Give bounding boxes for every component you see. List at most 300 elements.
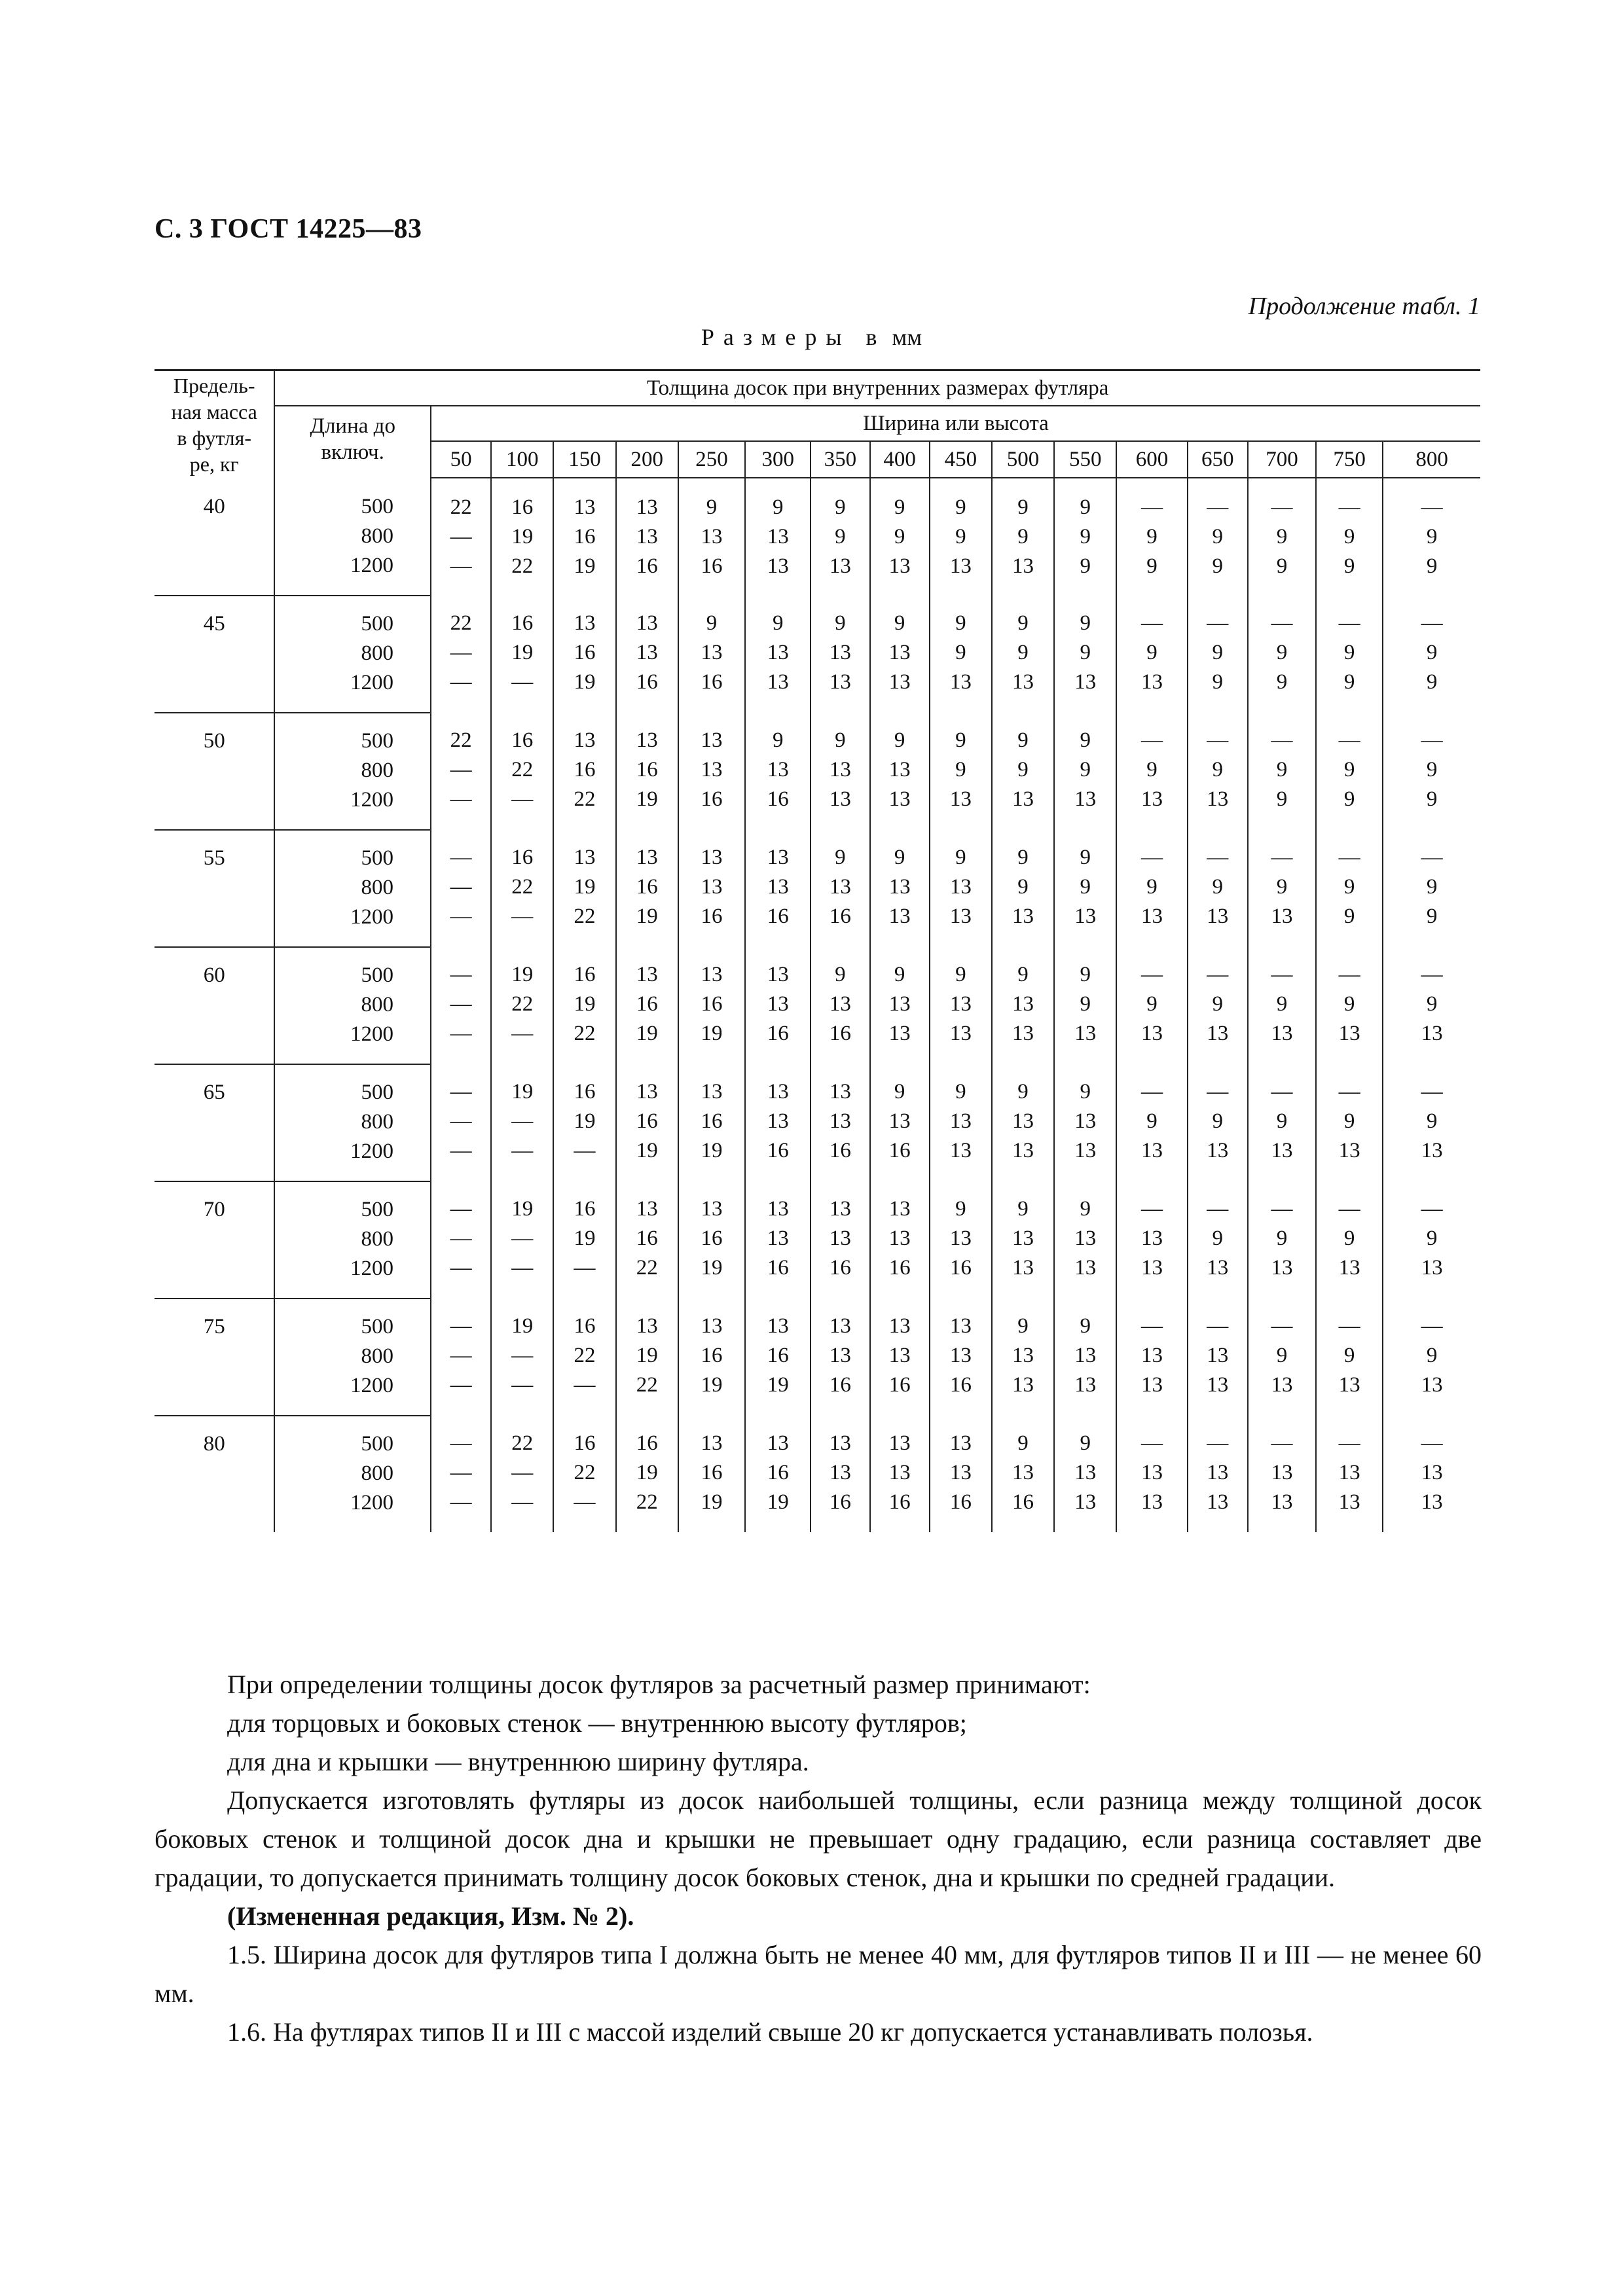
thickness-value: —	[1207, 846, 1229, 869]
thickness-value: 13	[701, 728, 723, 752]
thickness-value: 13	[1141, 1227, 1163, 1250]
thickness-value: 9	[955, 611, 966, 635]
thickness-cell	[992, 1299, 1054, 1416]
thickness-value: 9	[894, 963, 905, 986]
thickness-value: —	[450, 1256, 472, 1280]
thickness-cell	[491, 1299, 553, 1416]
thickness-value: 13	[1012, 905, 1034, 928]
thickness-value: 9	[955, 1197, 966, 1221]
thickness-value: 13	[1421, 1461, 1443, 1484]
thickness-value: 13	[574, 495, 596, 519]
thickness-cell	[678, 947, 745, 1064]
thickness-cell	[616, 947, 678, 1064]
thickness-value: 16	[829, 905, 851, 928]
thickness-value: —	[1338, 963, 1360, 986]
paragraph-1-5: 1.5. Ширина досок для футляров типа I должна быть не менее 40 мм, для футляров типов II и III — не менее 60 мм.	[155, 1940, 1482, 2008]
length-cell	[274, 1416, 431, 1532]
thickness-value: 16	[1012, 1490, 1034, 1514]
thickness-value: 13	[888, 1197, 911, 1221]
thickness-value: 13	[949, 1227, 972, 1250]
thickness-cell	[870, 478, 930, 596]
thickness-value: 9	[1426, 670, 1438, 694]
thickness-value: —	[511, 1022, 534, 1045]
thickness-value: 13	[829, 875, 851, 899]
thickness-value: 9	[955, 1080, 966, 1103]
thickness-value: 13	[701, 1080, 723, 1103]
thickness-value: 16	[701, 1109, 723, 1133]
length-cell	[274, 830, 431, 947]
thickness-value: 13	[1338, 1490, 1360, 1514]
thickness-value: 13	[829, 1314, 851, 1338]
thickness-value: 22	[511, 758, 534, 781]
thickness-value: —	[450, 846, 472, 869]
thickness-value: 19	[701, 1373, 723, 1397]
thickness-value: 19	[636, 1344, 658, 1367]
thickness-cell	[678, 830, 745, 947]
thickness-value: —	[1207, 1431, 1229, 1455]
thickness-value: 22	[450, 611, 472, 635]
thickness-value: 13	[701, 641, 723, 664]
units-word: Размеры	[701, 324, 851, 350]
thickness-cell	[1054, 947, 1116, 1064]
thickness-value: 9	[1276, 1344, 1288, 1367]
thickness-cell	[431, 1064, 491, 1181]
thickness-value: —	[1207, 611, 1229, 635]
thickness-cell	[992, 1064, 1054, 1181]
thickness-value: 13	[829, 787, 851, 811]
thickness-value: 13	[888, 875, 911, 899]
thickness-cell	[491, 947, 553, 1064]
thickness-cell	[553, 713, 615, 830]
thickness-value: 9	[1017, 611, 1029, 635]
thickness-header: Толщина досок при внутренних размерах футляра	[274, 370, 1480, 406]
thickness-value: 13	[1207, 1490, 1229, 1514]
thickness-value: 9	[1426, 1344, 1438, 1367]
thickness-cell	[1054, 478, 1116, 596]
thickness-value: 13	[767, 1109, 789, 1133]
thickness-cell	[992, 1416, 1054, 1532]
thickness-cell	[678, 1064, 745, 1181]
thickness-cell	[745, 596, 811, 713]
thickness-cell	[431, 1416, 491, 1532]
thickness-cell	[616, 713, 678, 830]
thickness-value: 9	[1343, 525, 1355, 548]
width-header-cell: 100	[491, 441, 553, 478]
thickness-cell	[1383, 1064, 1480, 1181]
thickness-value: 13	[888, 1461, 911, 1484]
thickness-cell	[431, 596, 491, 713]
thickness-value: 13	[1012, 1373, 1034, 1397]
thickness-value: 9	[894, 611, 905, 635]
thickness-value: 9	[1426, 758, 1438, 781]
thickness-cell	[1383, 478, 1480, 596]
thickness-cell	[930, 830, 992, 947]
thickness-value: 13	[829, 758, 851, 781]
thickness-value: 16	[636, 875, 658, 899]
thickness-value: 16	[829, 1373, 851, 1397]
thickness-value: 9	[835, 495, 846, 519]
thickness-value: 13	[1271, 1022, 1293, 1045]
width-header-cell: 500	[992, 441, 1054, 478]
thickness-value: 13	[1207, 1139, 1229, 1162]
thickness-value: —	[450, 1344, 472, 1367]
thickness-value: 9	[894, 728, 905, 752]
length-value: 800	[361, 1110, 393, 1134]
length-value: 500	[361, 1081, 393, 1104]
thickness-value: —	[1421, 1431, 1443, 1455]
width-header-cell: 550	[1054, 441, 1116, 478]
thickness-value: 9	[1146, 554, 1158, 578]
thickness-value: 13	[1421, 1022, 1443, 1045]
thickness-value: 19	[701, 1490, 723, 1514]
thickness-value: 13	[1141, 670, 1163, 694]
thickness-value: 9	[1212, 1109, 1223, 1133]
thickness-cell	[745, 1416, 811, 1532]
thickness-value: 9	[1343, 787, 1355, 811]
length-value: 800	[361, 876, 393, 899]
thickness-cell	[1188, 1181, 1248, 1299]
thickness-cell	[1316, 478, 1383, 596]
thickness-value: 9	[1146, 992, 1158, 1016]
thickness-cell	[1116, 1181, 1187, 1299]
thickness-value: —	[450, 1373, 472, 1397]
width-header-cell: 400	[870, 441, 930, 478]
thickness-value: 9	[1017, 728, 1029, 752]
thickness-value: 13	[949, 554, 972, 578]
thickness-value: 13	[829, 1197, 851, 1221]
length-value: 1200	[350, 1022, 393, 1046]
thickness-value: 13	[888, 1314, 911, 1338]
length-value: 1200	[350, 905, 393, 929]
thickness-cell	[1316, 1181, 1383, 1299]
thickness-value: 9	[1080, 554, 1091, 578]
width-header-cell: 800	[1383, 441, 1480, 478]
thickness-value: 16	[888, 1256, 911, 1280]
thickness-value: 9	[1212, 1227, 1223, 1250]
thickness-value: 9	[1017, 846, 1029, 869]
thickness-value: 13	[1141, 1139, 1163, 1162]
thickness-cell	[930, 713, 992, 830]
thickness-cell	[930, 1064, 992, 1181]
width-header-cell: 350	[811, 441, 869, 478]
thickness-cell	[553, 947, 615, 1064]
thickness-cell	[678, 478, 745, 596]
thickness-cell	[1188, 830, 1248, 947]
thickness-value: 9	[772, 728, 784, 752]
thickness-value: 13	[636, 495, 658, 519]
thickness-value: 19	[574, 992, 596, 1016]
thickness-value: 19	[767, 1373, 789, 1397]
thickness-value: 16	[701, 1461, 723, 1484]
thickness-value: 19	[574, 670, 596, 694]
thickness-value: —	[1338, 846, 1360, 869]
thickness-value: 19	[574, 1109, 596, 1133]
length-value: 1200	[350, 671, 393, 694]
thickness-value: 16	[574, 641, 596, 664]
thickness-value: 16	[636, 1431, 658, 1455]
thickness-value: 13	[1141, 1344, 1163, 1367]
thickness-value: 9	[1080, 1080, 1091, 1103]
length-value: 500	[361, 1432, 393, 1456]
thickness-cell	[930, 1299, 992, 1416]
thickness-value: 19	[636, 787, 658, 811]
thickness-value: —	[450, 1109, 472, 1133]
thickness-value: —	[574, 1490, 596, 1514]
thickness-value: —	[1141, 963, 1163, 986]
thickness-value: —	[1141, 495, 1163, 519]
thickness-value: 13	[888, 992, 911, 1016]
thickness-cell	[1116, 947, 1187, 1064]
thickness-value: 13	[1421, 1256, 1443, 1280]
thickness-cell	[870, 1064, 930, 1181]
thickness-value: 9	[1426, 525, 1438, 548]
paragraph-bottom-lid: для дна и крышки — внутреннюю ширину футляра.	[227, 1747, 809, 1776]
thickness-cell	[553, 1181, 615, 1299]
paragraph-1-6: 1.6. На футлярах типов II и III с массой изделий свыше 20 кг допускается устанавливать полозья.	[227, 2017, 1313, 2047]
thickness-value: 9	[1080, 992, 1091, 1016]
thickness-value: 9	[1212, 641, 1223, 664]
thickness-value: 13	[949, 670, 972, 694]
thickness-value: —	[511, 1373, 534, 1397]
thickness-cell	[1248, 1299, 1316, 1416]
thickness-value: 13	[1012, 1344, 1034, 1367]
width-header-cell: 700	[1248, 441, 1316, 478]
thickness-value: 22	[450, 495, 472, 519]
mass-cell: 55	[155, 830, 274, 947]
thickness-value: 13	[1012, 1461, 1034, 1484]
thickness-value: 13	[829, 641, 851, 664]
length-header-text: Длина до включ.	[310, 414, 395, 464]
thickness-value: 13	[949, 875, 972, 899]
thickness-value: 13	[767, 670, 789, 694]
thickness-value: 9	[1276, 992, 1288, 1016]
length-value: 1200	[350, 1491, 393, 1515]
thickness-value: 13	[888, 787, 911, 811]
thickness-value: 16	[636, 1109, 658, 1133]
thickness-cell	[811, 1064, 869, 1181]
thickness-cell	[1054, 1416, 1116, 1532]
thickness-value: —	[1271, 846, 1293, 869]
paragraph-thickness-allowance: Допускается изготовлять футляры из досок наибольшей толщины, если разница между толщиной досок боковых стенок и толщиной досок дна и крышки не превышает одну градацию, если разница составляет две градации, то допускается принимать толщину досок боковых стенок, дна и крышки по средней градации.	[155, 1785, 1482, 1892]
paragraph-side-walls: для торцовых и боковых стенок — внутреннюю высоту футляров;	[227, 1708, 967, 1738]
thickness-value: 22	[636, 1490, 658, 1514]
thickness-value: 9	[1080, 611, 1091, 635]
thickness-value: 16	[636, 554, 658, 578]
thickness-value: 9	[1080, 875, 1091, 899]
thickness-value: —	[1271, 1080, 1293, 1103]
thickness-value: 9	[1017, 495, 1029, 519]
thickness-value: 13	[1012, 1227, 1034, 1250]
thickness-value: —	[450, 1080, 472, 1103]
thickness-value: —	[450, 787, 472, 811]
mass-cell: 60	[155, 947, 274, 1064]
thickness-value: 13	[1338, 1256, 1360, 1280]
thickness-value: 16	[636, 992, 658, 1016]
thickness-value: 9	[894, 1080, 905, 1103]
thickness-value: 13	[949, 1431, 972, 1455]
thickness-cell	[992, 947, 1054, 1064]
thickness-value: 16	[701, 992, 723, 1016]
thickness-value: 22	[574, 1022, 596, 1045]
table-row	[155, 947, 1480, 1064]
thickness-cell	[870, 947, 930, 1064]
thickness-value: —	[511, 1344, 534, 1367]
thickness-cell	[616, 830, 678, 947]
thickness-value: 13	[1074, 1022, 1097, 1045]
length-cell	[274, 1064, 431, 1181]
width-header-cell: 600	[1116, 441, 1187, 478]
thickness-value: 13	[1421, 1373, 1443, 1397]
thickness-value: 13	[888, 554, 911, 578]
thickness-value: 13	[701, 963, 723, 986]
thickness-value: 9	[1212, 525, 1223, 548]
thickness-value: 16	[574, 1197, 596, 1221]
mass-cell: 50	[155, 713, 274, 830]
thickness-value: —	[511, 1227, 534, 1250]
thickness-value: 13	[574, 846, 596, 869]
thickness-cell	[870, 596, 930, 713]
thickness-value: 13	[1074, 1461, 1097, 1484]
thickness-value: 9	[1080, 1431, 1091, 1455]
table-row	[155, 1181, 1480, 1299]
thickness-cell	[870, 1181, 930, 1299]
mass-cell: 65	[155, 1064, 274, 1181]
thickness-value: 13	[574, 611, 596, 635]
thickness-value: 9	[706, 611, 718, 635]
thickness-value: 13	[1012, 787, 1034, 811]
thickness-value: 13	[1271, 1490, 1293, 1514]
thickness-value: —	[1141, 1431, 1163, 1455]
mass-header	[155, 370, 274, 478]
length-value: 500	[361, 495, 393, 518]
thickness-value: 13	[829, 1461, 851, 1484]
thickness-value: —	[1421, 963, 1443, 986]
length-value: 500	[361, 612, 393, 636]
thickness-value: 9	[1276, 787, 1288, 811]
thickness-value: 19	[636, 905, 658, 928]
thickness-value: 9	[1080, 495, 1091, 519]
thickness-cell	[616, 1181, 678, 1299]
thickness-value: 19	[574, 875, 596, 899]
length-value: 500	[361, 963, 393, 987]
thickness-value: 22	[574, 1461, 596, 1484]
mass-cell: 80	[203, 1432, 225, 1456]
thickness-value: —	[1421, 495, 1443, 519]
thickness-cell	[1248, 713, 1316, 830]
thickness-value: 22	[636, 1373, 658, 1397]
thickness-value: 19	[701, 1256, 723, 1280]
thickness-value: 13	[767, 875, 789, 899]
thickness-value: 13	[767, 1197, 789, 1221]
thickness-value: 13	[888, 670, 911, 694]
thickness-value: 9	[1017, 1431, 1029, 1455]
thickness-value: 16	[574, 963, 596, 986]
thickness-value: 13	[767, 1227, 789, 1250]
thickness-value: 13	[888, 1431, 911, 1455]
thickness-cell	[745, 1064, 811, 1181]
thickness-value: —	[450, 1314, 472, 1338]
thickness-value: 13	[1012, 1022, 1034, 1045]
thickness-value: 19	[767, 1490, 789, 1514]
thickness-value: 9	[1276, 670, 1288, 694]
length-cell	[274, 1299, 431, 1416]
thickness-value: 13	[1207, 1256, 1229, 1280]
thickness-value: 16	[511, 611, 534, 635]
thickness-cell	[992, 596, 1054, 713]
thickness-value: 16	[767, 1344, 789, 1367]
thickness-value: —	[450, 1022, 472, 1045]
thickness-value: 13	[1074, 1256, 1097, 1280]
thickness-cell	[1116, 713, 1187, 830]
thickness-value: 19	[701, 1022, 723, 1045]
thickness-value: 13	[1207, 905, 1229, 928]
thickness-value: 9	[1426, 1227, 1438, 1250]
thickness-value: —	[511, 905, 534, 928]
thickness-cell	[1383, 830, 1480, 947]
thickness-cell	[678, 1416, 745, 1532]
thickness-value: 9	[955, 641, 966, 664]
thickness-cell	[1383, 1181, 1480, 1299]
thickness-value: 13	[1338, 1373, 1360, 1397]
thickness-cell	[1116, 830, 1187, 947]
length-value: 800	[361, 993, 393, 1016]
thickness-value: —	[1338, 1314, 1360, 1338]
thickness-cell	[1188, 1299, 1248, 1416]
thickness-value: 13	[1074, 1490, 1097, 1514]
thickness-value: 22	[574, 905, 596, 928]
thickness-value: 19	[574, 1227, 596, 1250]
thickness-cell	[553, 1416, 615, 1532]
thickness-cell	[678, 596, 745, 713]
length-value: 800	[361, 1227, 393, 1251]
thickness-value: 16	[511, 495, 534, 519]
thickness-cell	[1248, 478, 1316, 596]
thickness-value: 9	[1080, 963, 1091, 986]
thickness-cell	[745, 1181, 811, 1299]
thickness-value: —	[450, 670, 472, 694]
thickness-value: —	[511, 1461, 534, 1484]
thickness-value: 9	[1343, 875, 1355, 899]
thickness-value: 13	[1074, 1139, 1097, 1162]
thickness-cell	[431, 713, 491, 830]
thickness-cell	[811, 478, 869, 596]
thickness-value: 16	[767, 1139, 789, 1162]
thickness-cell	[1188, 1416, 1248, 1532]
thickness-value: —	[450, 992, 472, 1016]
thickness-value: 19	[511, 525, 534, 548]
thickness-value: 16	[574, 1080, 596, 1103]
thickness-value: —	[1207, 728, 1229, 752]
thickness-value: 13	[949, 787, 972, 811]
thickness-value: 9	[835, 525, 846, 548]
thickness-value: 19	[636, 1022, 658, 1045]
thickness-cell	[811, 830, 869, 947]
thickness-cell	[992, 713, 1054, 830]
thickness-value: —	[1141, 611, 1163, 635]
table-row	[155, 478, 1480, 596]
width-header-cell: 150	[553, 441, 615, 478]
thickness-cell	[1316, 596, 1383, 713]
thickness-value: 9	[1017, 641, 1029, 664]
thickness-value: 13	[949, 1461, 972, 1484]
paragraph-calc-size: При определении толщины досок футляров за расчетный размер принимают:	[227, 1670, 1091, 1699]
paragraph-amendment: (Измененная редакция, Изм. № 2).	[227, 1901, 634, 1931]
thickness-value: 16	[701, 787, 723, 811]
thickness-value: 9	[955, 495, 966, 519]
thickness-value: 9	[1080, 1197, 1091, 1221]
thickness-value: 13	[1338, 1139, 1360, 1162]
thickness-value: —	[1421, 1080, 1443, 1103]
